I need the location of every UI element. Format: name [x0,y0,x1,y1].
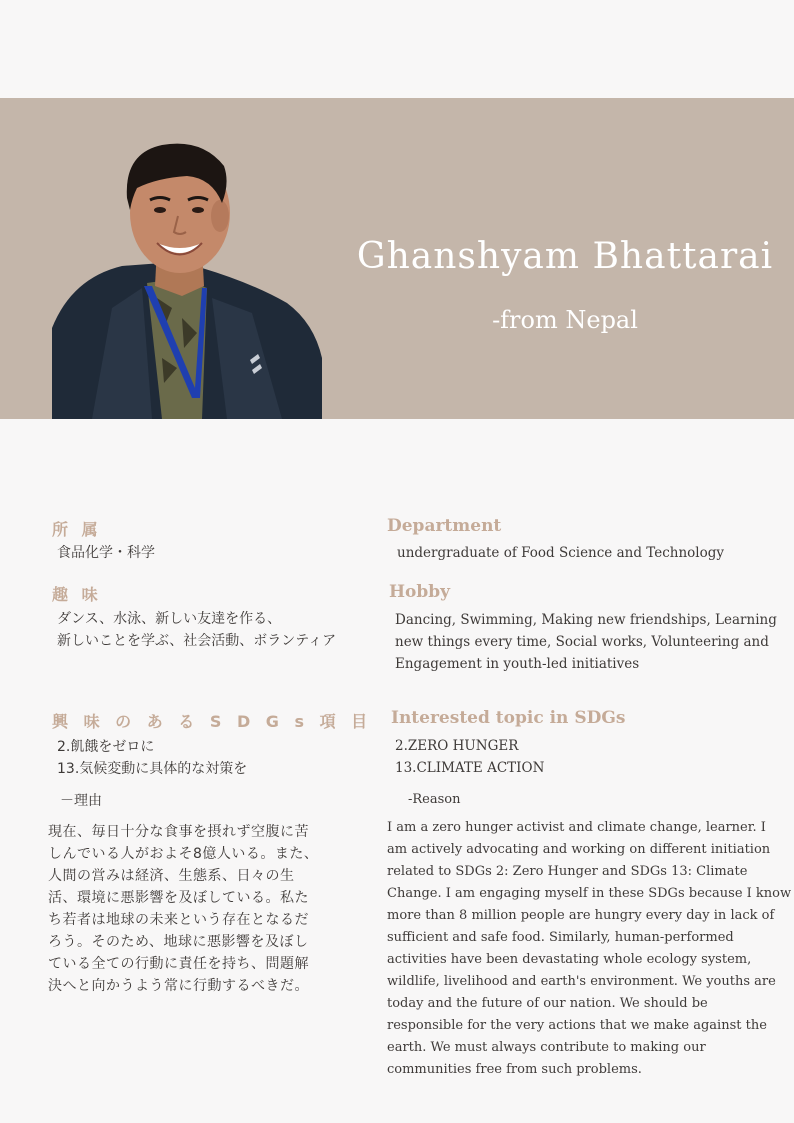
profile-photo [52,98,322,419]
header-banner [0,98,794,419]
reason-line: communities free from such problems. [387,1062,642,1077]
hobby-line: 新しいことを学ぶ、社会活動、ボランティア [57,633,337,649]
reason-line: Change. I am engaging myself in these SDGs because I know [387,886,792,901]
reason-line: I am a zero hunger activist and climate change, learner. I [387,820,766,835]
reason-line: 決へと向かうよう常に行動するべきだ。 [48,978,309,994]
sdgs-list-jp [57,736,247,780]
sdgs-item: 2.飢餓をゼロに [57,739,155,755]
hobby-list-en [395,609,777,675]
reason-line: ている全ての行動に責任を持ち、問題解 [48,956,309,972]
reason-label-en: -Reason [408,792,461,807]
sdgs-item: 2.ZERO HUNGER [395,738,519,754]
sdgs-heading-en: Interested topic in SDGs [391,708,626,728]
hobby-heading-en: Hobby [389,582,451,602]
department-heading-en: Department [387,516,502,536]
sdgs-item: 13.CLIMATE ACTION [395,760,545,776]
reason-line: sufficient and safe food. Similarly, human-performed [387,930,734,945]
hobby-line: ダンス、水泳、新しい友達を作る、 [57,611,282,627]
reason-line: responsible for the very actions that we make against the [387,1018,767,1033]
reason-line: today and the future of our nation. We should be [387,996,708,1011]
reason-label-jp: －理由 [60,793,102,809]
sdgs-item: 13.気候変動に具体的な対策を [57,761,248,777]
reason-paragraph-jp [48,821,338,997]
reason-line: wildlife, livelihood and earth's environment. We youths are [387,974,776,989]
hobby-list-jp [57,608,336,652]
hobby-line: new things every time, Social works, Volunteering and [395,634,769,650]
reason-line: ち若者は地球の未来という存在となるだ [48,912,309,928]
reason-line: related to SDGs 2: Zero Hunger and SDGs 13: Climate [387,864,748,879]
reason-line: earth. We must always contribute to making our [387,1040,706,1055]
hobby-line: Dancing, Swimming, Making new friendships, Learning [395,612,777,628]
affiliation-heading-jp: 所 属 [52,520,102,539]
department-value-en: undergraduate of Food Science and Technology [397,545,725,561]
reason-line: activities have been devastating whole ecology system, [387,952,752,967]
sdgs-heading-jp: 興 味 の あ る S D G s 項 目 [52,712,373,731]
reason-line: more than 8 million people are hungry every day in lack of [387,908,775,923]
reason-line: 人間の営みは経済、生態系、日々の生 [48,868,295,884]
affiliation-value-jp: 食品化学・科学 [57,545,155,561]
reason-paragraph-en [387,817,792,1081]
reason-line: am actively advocating and working on different initiation [387,842,771,857]
reason-line: 現在、毎日十分な食事を摂れず空腹に苦 [48,824,309,840]
sdgs-list-en [395,735,544,779]
reason-line: しんでいる人がおよそ8億人いる。また、 [48,846,319,862]
person-name: Ghanshyam Bhattarai [356,236,774,277]
hobby-heading-jp: 趣 味 [52,585,102,604]
reason-line: 活、環境に悪影響を及ぼしている。私た [48,890,309,906]
person-origin: -from Nepal [492,306,638,334]
reason-line: ろう。そのため、地球に悪影響を及ぼし [48,934,309,950]
hobby-line: Engagement in youth-led initiatives [395,656,640,672]
